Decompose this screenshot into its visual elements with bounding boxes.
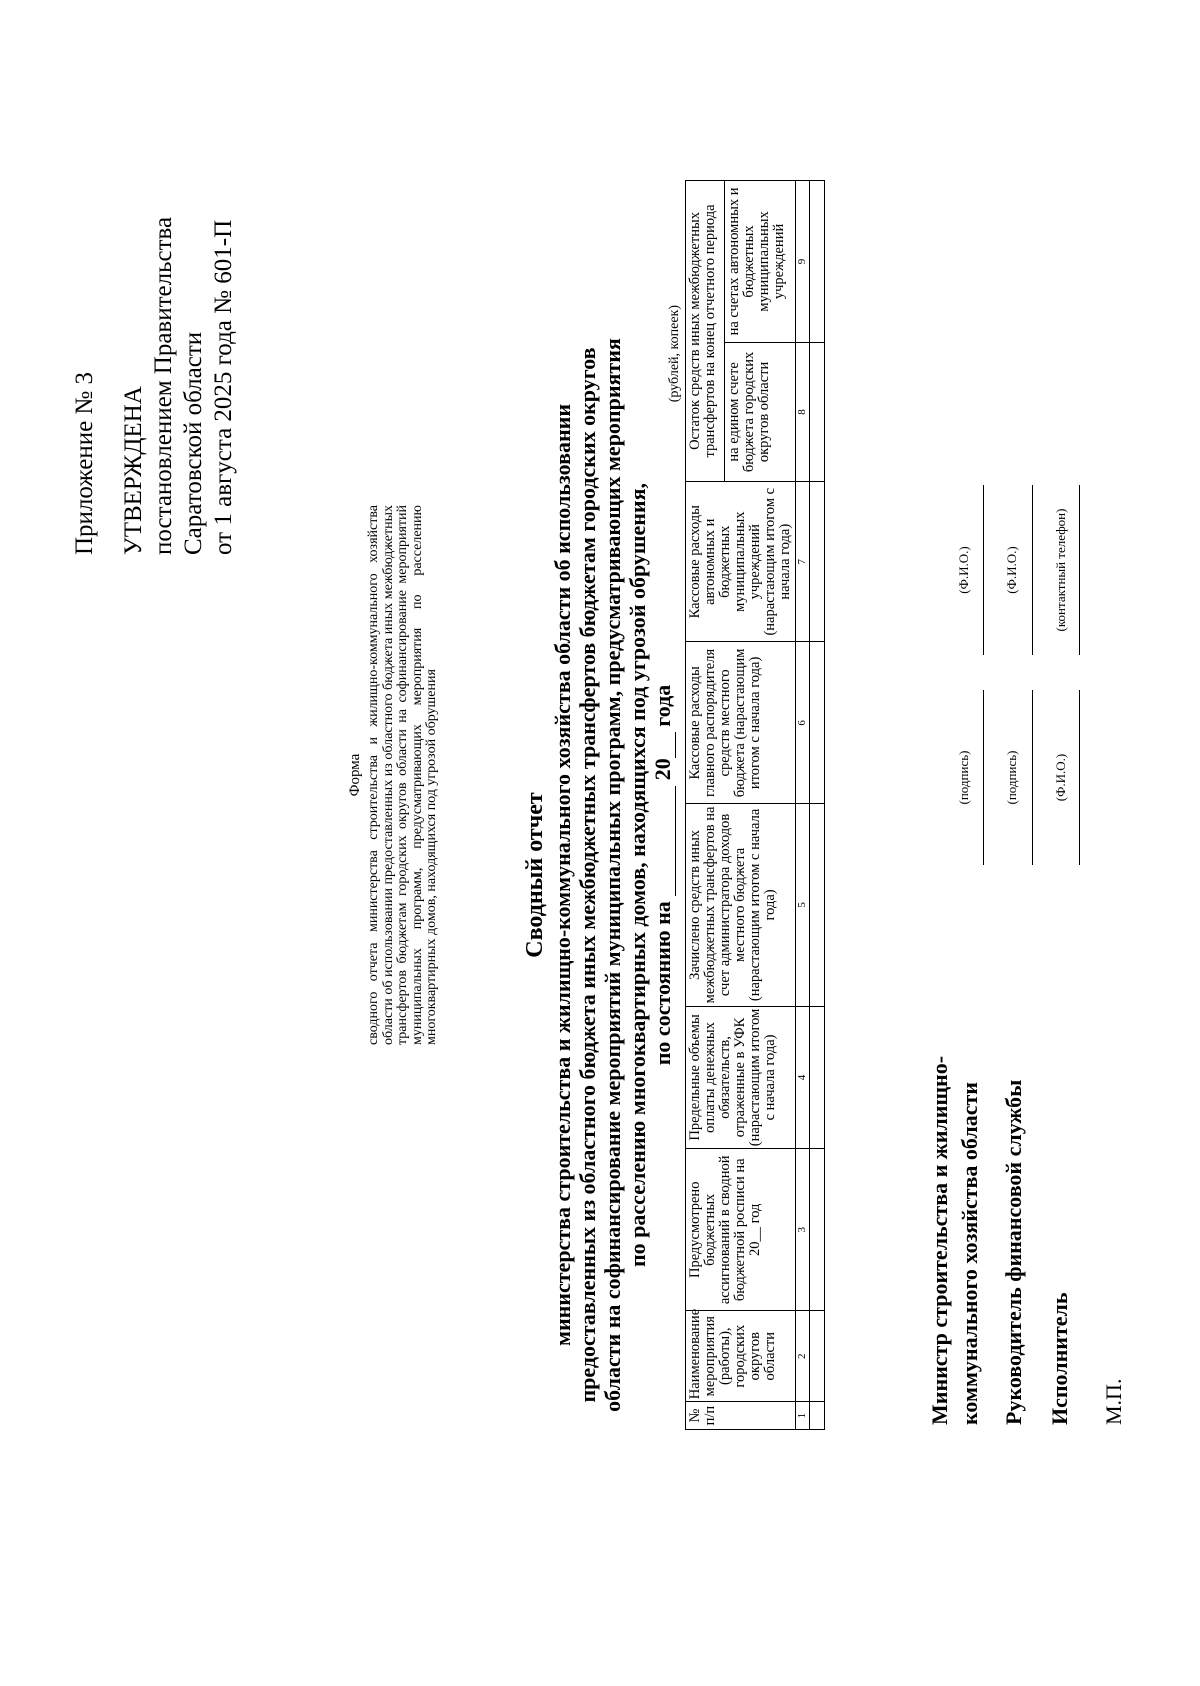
approval-line: от 1 августа 2025 года № 601-П [210, 219, 237, 555]
approval-line: Саратовской области [180, 331, 207, 555]
header-remainder-institutions: на счетах автономных и бюджетных муниципальных учреждений [724, 181, 796, 343]
header-limits: Предельные объемы оплаты денежных обязательств, отраженные в УФК (нарастающим итогом с начала года) [686, 1006, 796, 1149]
date-suffix: года [650, 684, 675, 727]
header-number: № п/п [686, 1402, 796, 1430]
finance-fio-line [1032, 485, 1033, 655]
empty-cell [810, 481, 825, 642]
minister-signature-caption: (подпись) [956, 750, 971, 805]
approval-line: УТВЕРЖДЕНА [120, 386, 147, 555]
empty-cell [810, 642, 825, 804]
executor-label: Исполнитель [1047, 1292, 1072, 1425]
header-credited: Зачислено средств иных межбюджетных трансфертов на счет администратора доходов местного бюджета (нарастающим итогом с начала года) [686, 804, 796, 1006]
forma-description: сводного отчета министерства строительства и жилищно-коммунального хозяйства области об использовании предоставленных из областного бюджета иных межбюджетных трансфертов бюджетам городских округов области на софинансирование мероприятий муниципальных программ, предусматривающих мероприятия по расселению многоквартирных домов, находящихся под угрозой обрушения [366, 505, 439, 1045]
executor-phone-line [1079, 485, 1080, 655]
empty-cell [810, 1311, 825, 1402]
column-number: 6 [796, 642, 810, 804]
report-subtitle-line: области на софинансирование мероприятий муниципальных программ, предусматривающих мероприятия [600, 338, 625, 1412]
empty-cell [810, 342, 825, 481]
report-title-block [520, 265, 676, 1485]
minister-signature-line [983, 690, 984, 865]
report-subtitle-line: министерства строительства и жилищно-коммунального хозяйства области об использовании [550, 403, 575, 1347]
rotated-landscape-content [65, 55, 1126, 1555]
signature-labels [925, 1056, 1129, 1425]
report-subtitle-line: предоставленных из областного бюджета иных межбюджетных трансфертов бюджетам городских округов [575, 347, 600, 1403]
header-planned: Предусмотрено бюджетных ассигнований в сводной бюджетной росписи на 20__ год [686, 1149, 796, 1311]
column-number: 9 [796, 181, 810, 343]
header-remainder-group: Остаток средств иных межбюджетных трансфертов на конец отчетного периода [686, 181, 725, 482]
approval-block [119, 217, 239, 555]
empty-cell [810, 181, 825, 343]
date-day-month-blank [650, 786, 676, 896]
column-number: 8 [796, 342, 810, 481]
column-number: 1 [796, 1402, 810, 1430]
forma-title: Форма [347, 753, 363, 797]
finance-fio-caption: (Ф.И.О.) [1004, 546, 1019, 594]
minister-fio-line [983, 485, 984, 655]
empty-cell [810, 1006, 825, 1149]
appendix-number: Приложение № 3 [71, 371, 98, 555]
empty-cell [810, 804, 825, 1006]
column-number: 2 [796, 1311, 810, 1402]
seal-label: М.П. [1101, 1378, 1126, 1425]
finance-head-label: Руководитель финансовой службы [1001, 1079, 1026, 1425]
header-cash-main: Кассовые расходы главного распорядителя средств местного бюджета (нарастающим итогом с начала года) [686, 642, 796, 804]
header-cash-institutions: Кассовые расходы автономных и бюджетных муниципальных учреждений (нарастающим итогом с начала года) [686, 481, 796, 642]
table-number-row [796, 181, 810, 1430]
report-subtitle-line: по расселению многоквартирных домов, находящихся под угрозой обрушения, [625, 483, 650, 1267]
date-year-prefix: 20 [650, 758, 675, 781]
table-header-row [686, 181, 725, 1430]
column-number: 7 [796, 481, 810, 642]
empty-cell [810, 1149, 825, 1311]
finance-signature-line [1032, 690, 1033, 865]
executor-fio-caption: (Ф.И.О.) [1053, 753, 1068, 802]
executor-phone-caption: (контактный телефон) [1053, 508, 1068, 632]
date-prefix: по состоянию на [650, 901, 675, 1066]
approval-line: постановлением Правительства [150, 216, 177, 555]
executor-fio-line [1079, 690, 1080, 865]
date-year-blank [650, 732, 676, 758]
header-remainder-single-account: на едином счете бюджета городских округов области [724, 342, 796, 481]
column-number: 4 [796, 1006, 810, 1149]
minister-label-line: Министр строительства и жилищно- [927, 1055, 952, 1425]
finance-signature-caption: (подпись) [1004, 750, 1019, 805]
report-table [685, 180, 825, 1430]
header-name: Наименование мероприятия (работы), городских округов области [686, 1311, 796, 1402]
column-number: 3 [796, 1149, 810, 1311]
units-note: (рублей, копеек) [667, 305, 682, 403]
table-empty-row [810, 181, 825, 1430]
empty-cell [810, 1402, 825, 1430]
minister-fio-caption: (Ф.И.О.) [956, 546, 971, 594]
minister-label-line: коммунального хозяйства области [957, 1082, 982, 1425]
column-number: 5 [796, 804, 810, 1006]
report-title: Сводный отчет [522, 792, 548, 958]
